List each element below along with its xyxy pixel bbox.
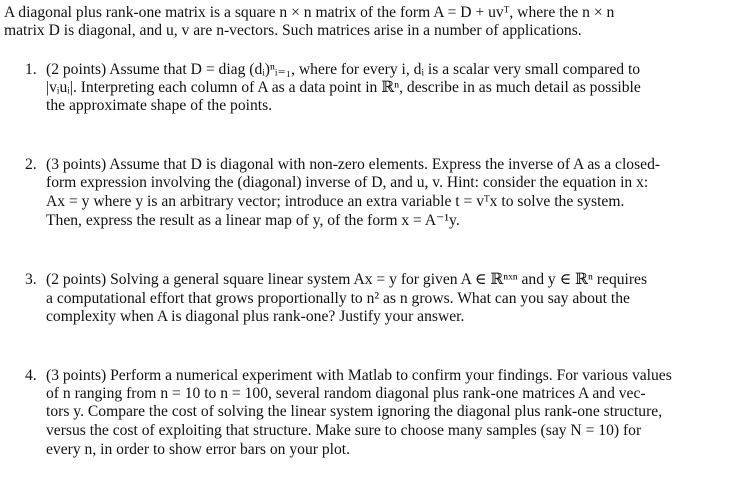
problem-3-line-3: complexity when A is diagonal plus rank-one? Justify your answer. [46,308,465,325]
problem-3-line-2: a computational effort that grows proportionally to n² as n grows. What can you say about the [46,290,630,307]
problem-2-line-2: form expression involving the (diagonal) inverse of D, and u, v. Hint: consider the equation in x: [46,174,649,191]
problem-4-line-2: of n ranging from n = 10 to n = 100, several random diagonal plus rank-one matrices A and vec- [46,385,646,402]
intro-line-2: matrix D is diagonal, and u, v are n-vectors. Such matrices arise in a number of applications. [4,22,582,39]
problem-1-line-2: |vᵢuᵢ|. Interpreting each column of A as a data point in ℝⁿ, describe in as much detail as possible [46,79,641,96]
problem-2-line-3: Ax = y where y is an arbitrary vector; introduce an extra variable t = vᵀx to solve the system. [46,193,625,210]
problem-2-line-4: Then, express the result as a linear map of y, of the form x = A⁻¹y. [46,212,460,229]
problem-4-number: 4. [25,367,37,384]
problem-1-line-3: the approximate shape of the points. [46,97,273,114]
intro-line-1: A diagonal plus rank-one matrix is a square n × n matrix of the form A = D + uvᵀ, where the n × n [4,4,615,21]
problem-2-line-1: (3 points) Assume that D is diagonal with non-zero elements. Express the inverse of A as a closed- [46,156,661,173]
problem-2-number: 2. [25,156,37,173]
problem-3-line-1: (2 points) Solving a general square linear system Ax = y for given A ∈ ℝⁿˣⁿ and y ∈ ℝⁿ requires [46,271,648,288]
problem-4-line-5: every n, in order to show error bars on your plot. [46,441,351,458]
problem-1-number: 1. [25,61,37,78]
problem-4-line-4: versus the cost of exploiting that structure. Make sure to choose many samples (say N = 10) for [46,422,642,439]
problem-4-line-1: (3 points) Perform a numerical experiment with Matlab to confirm your findings. For various values [46,367,672,384]
problem-1-line-1: (2 points) Assume that D = diag (dᵢ)ⁿᵢ₌₁, where for every i, dᵢ is a scalar very small compared to [46,61,641,78]
problem-3-number: 3. [25,271,37,288]
problem-4-line-3: tors y. Compare the cost of solving the linear system ignoring the diagonal plus rank-one structure, [46,403,663,420]
